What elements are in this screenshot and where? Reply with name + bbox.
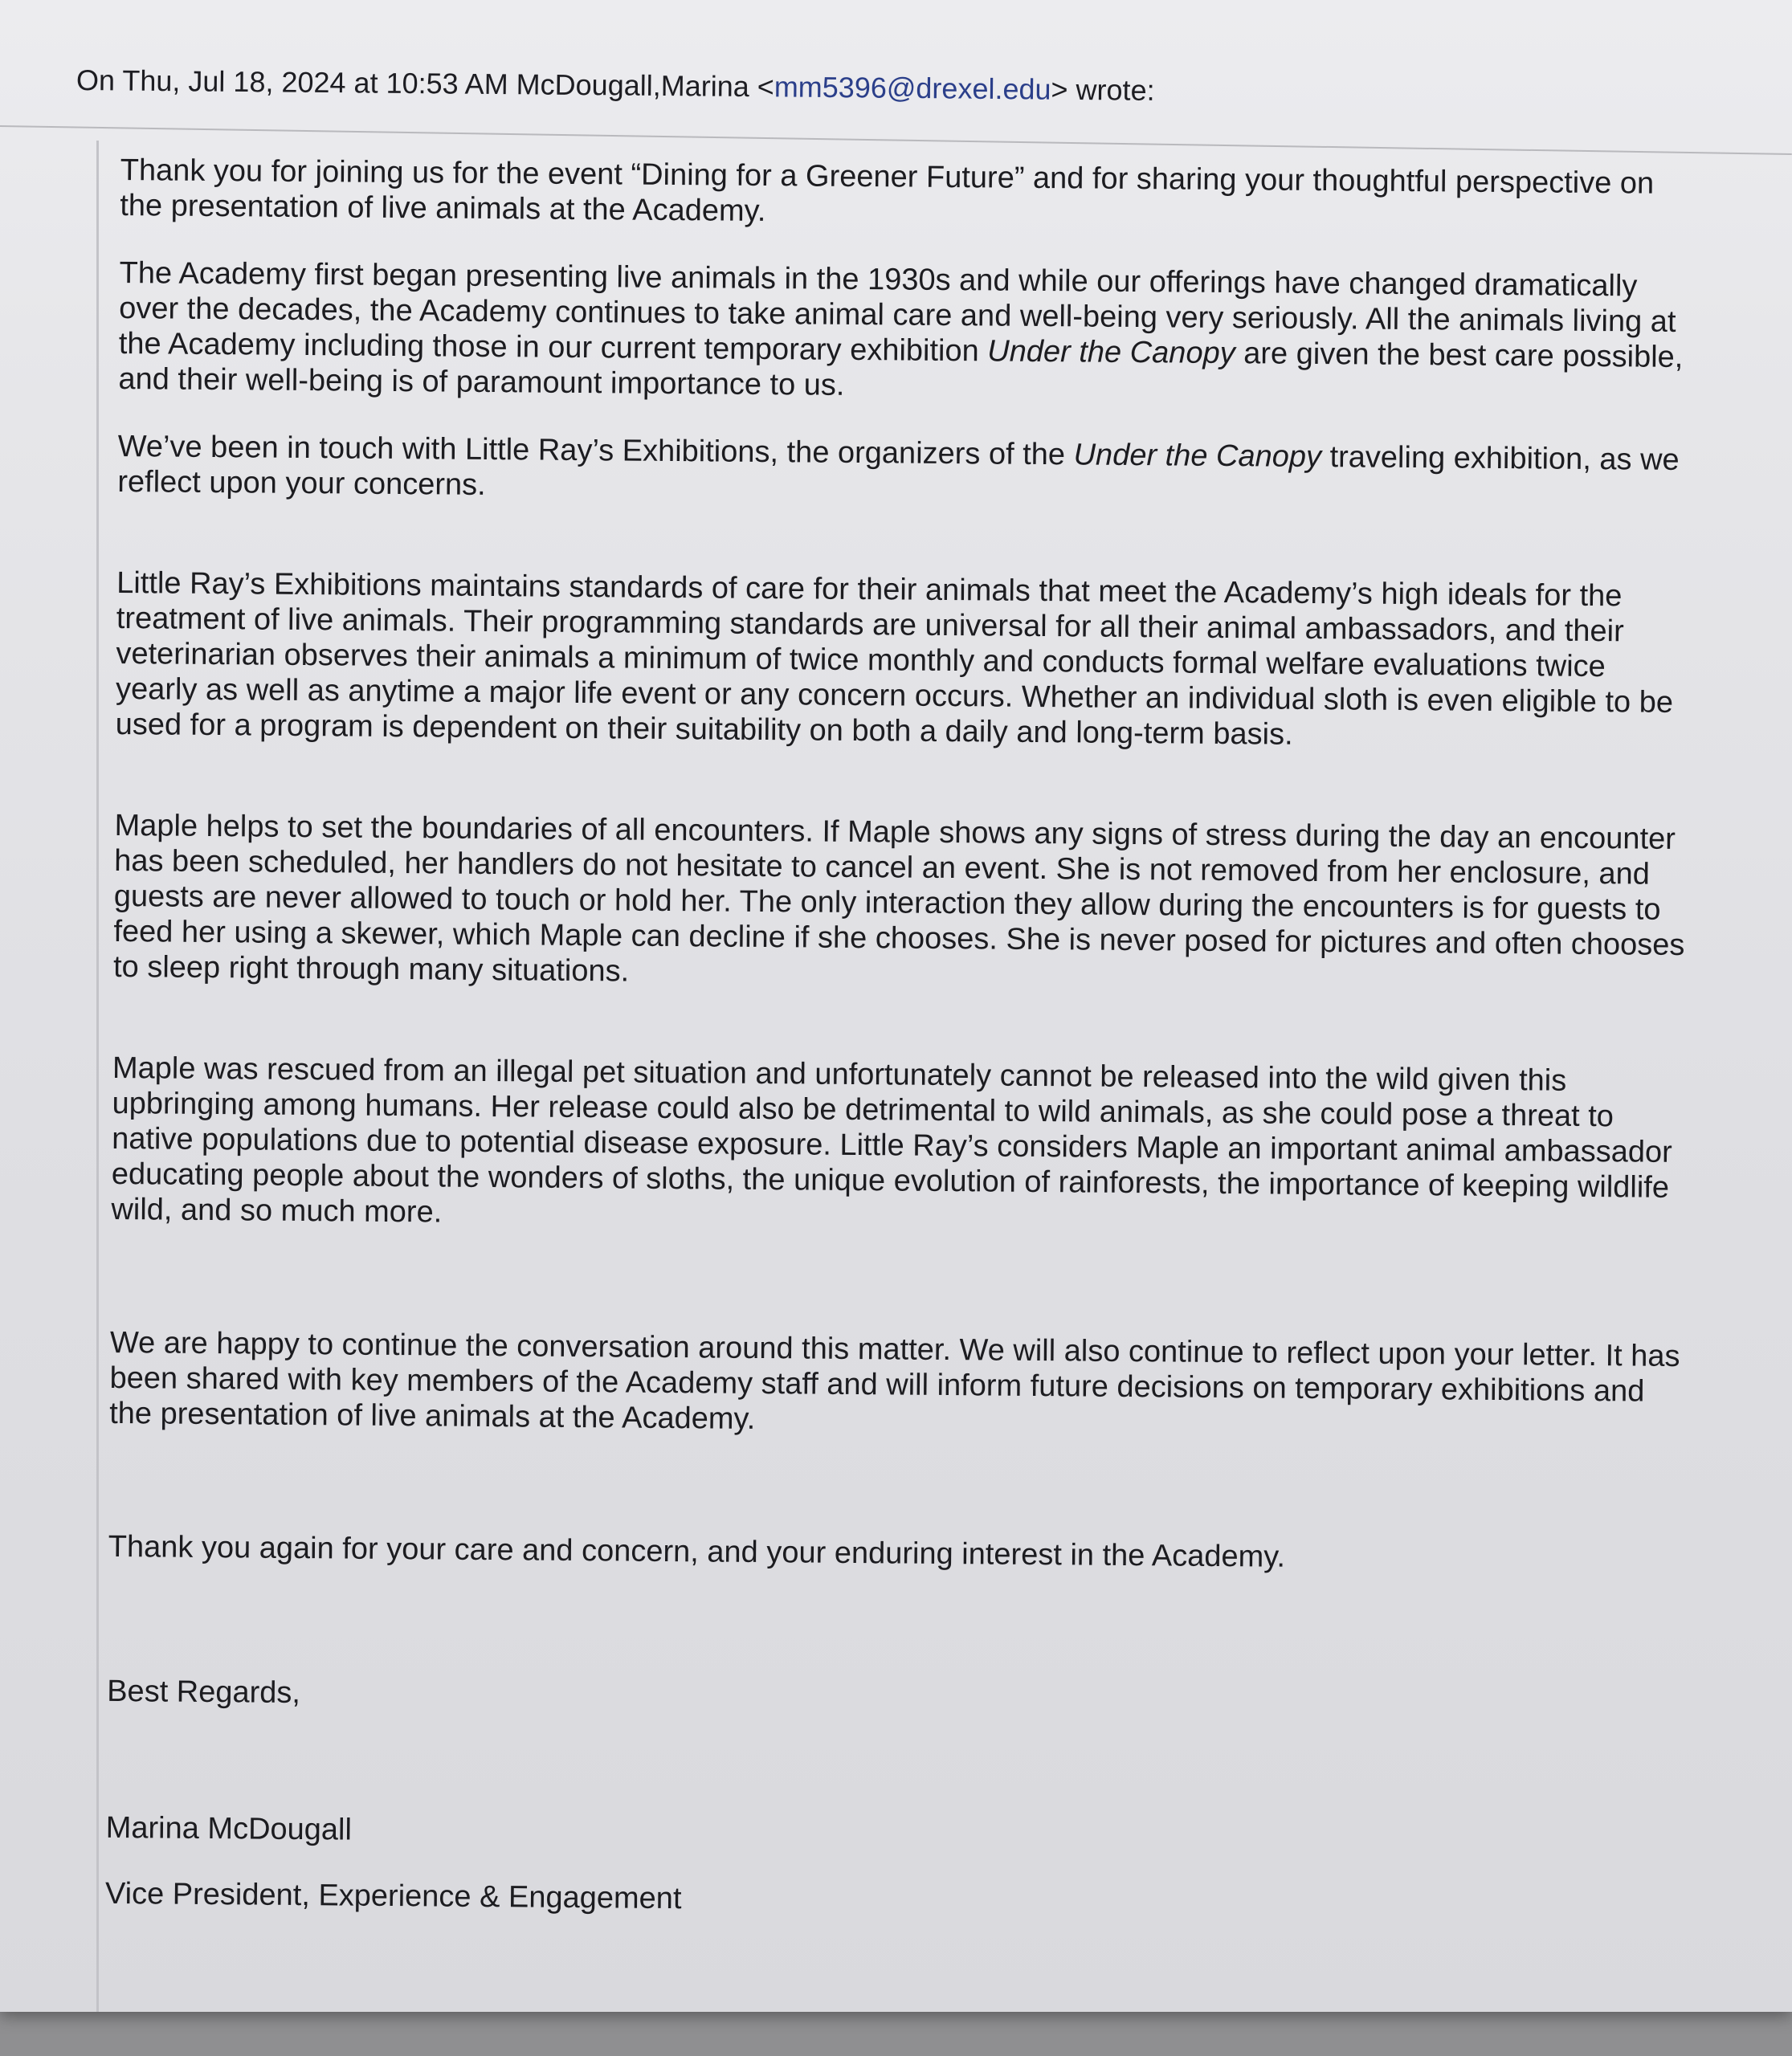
email-quote-header	[76, 63, 1155, 108]
paragraph-contact-part-2: traveling exhibition, as we reflect upon your concerns.	[117, 440, 1680, 502]
paragraph-rescue: Maple was rescued from an illegal pet situation and unfortunately cannot be released into the wild given this upbringing among humans. Her release could also be detrimental to wild animals, as she could pose a threat to native populations due to potential disease exposure. Little Ray’s considers Maple an important animal ambassador educating people about the wonders of sloths, the unique evolution of rainforests, the importance of keeping wildlife wild, and so much more.	[111, 1050, 1672, 1230]
paragraph-closing-thanks: Thank you again for your care and concern, and your enduring interest in the Academy.	[108, 1529, 1286, 1574]
sign-off: Best Regards,	[107, 1674, 301, 1711]
sender-email-link[interactable]: mm5396@drexel.edu	[774, 70, 1051, 106]
signature-name: Marina McDougall	[105, 1810, 353, 1847]
paragraph-contact	[117, 429, 1692, 513]
exhibition-title: Under the Canopy	[987, 334, 1235, 371]
signature-title: Vice President, Experience & Engagement	[104, 1876, 682, 1916]
paragraph-contact-part-1: We’ve been in touch with Little Ray’s Exhibitions, the organizers of the	[117, 429, 1074, 472]
header-suffix: > wrote:	[1051, 72, 1155, 107]
exhibition-title: Under the Canopy	[1073, 438, 1322, 475]
paragraph-thanks: Thank you for joining us for the event “Dining for a Greener Future” and for sharing your thoughtful perspective on the presentation of live animals at the Academy.	[120, 153, 1655, 229]
paragraph-conversation: We are happy to continue the conversation around this matter. We will also continue to reflect upon your letter. It has been shared with key members of the Academy staff and will inform future decisions on temporary exhibitions and the presentation of live animals at the Academy.	[109, 1325, 1680, 1436]
paragraph-history-part-1: The Academy first began presenting live animals in the 1930s and while our offerings have changed dramatically over the decades, the Academy continues to take animal care and well-being very seriously. All the animals living at the Academy including those in our current temporary exhibition	[118, 255, 1676, 369]
paragraph-history	[118, 255, 1693, 410]
letter-body	[105, 145, 1695, 1925]
quote-bar	[96, 141, 99, 2012]
header-prefix: On Thu, Jul 18, 2024 at 10:53 AM McDougall,Marina <	[76, 63, 775, 104]
paragraph-boundaries: Maple helps to set the boundaries of all encounters. If Maple shows any signs of stress during the day an encounter has been scheduled, her handlers do not hesitate to cancel an event. She is not removed from her enclosure, and guests are never allowed to touch or hold her. The only interaction they allow during the encounters is for guests to feed her using a skewer, which Maple can decline if she chooses. She is never posed for pictures and often chooses to sleep right through many situations.	[112, 808, 1685, 989]
paragraph-history-part-2: are given the best care possible, and their well-being is of paramount importance to us.	[118, 337, 1684, 402]
paragraph-standards: Little Ray’s Exhibitions maintains standards of care for their animals that meet the Academy’s high ideals for the treatment of live animals. Their programming standards are universal for all their animal ambassadors, and their veterinarian observes their animals a minimum of twice monthly and conducts formal welfare evaluations twice yearly as well as anytime a major life event or any concern occurs. Whether an individual sloth is even eligible to be used for a program is dependent on their suitability on both a daily and long-term basis.	[115, 565, 1674, 752]
